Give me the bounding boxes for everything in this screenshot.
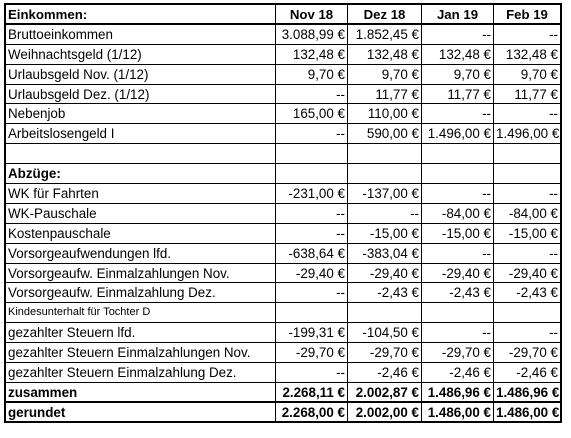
value-cell[interactable]: 9,70 € bbox=[276, 65, 348, 85]
value-cell[interactable]: 1.496,00 € bbox=[422, 124, 494, 144]
value-cell[interactable]: -2,46 € bbox=[348, 363, 422, 383]
value-cell[interactable] bbox=[494, 144, 562, 164]
value-cell[interactable]: -- bbox=[422, 323, 494, 343]
value-cell[interactable]: 132,48 € bbox=[494, 45, 562, 65]
row-label[interactable]: Vorsorgeaufw. Einmalzahlungen Nov. bbox=[6, 264, 276, 284]
column-header-month: Feb 19 bbox=[494, 5, 562, 25]
value-cell[interactable]: -29,40 € bbox=[494, 264, 562, 284]
value-cell[interactable]: -- bbox=[276, 224, 348, 244]
value-cell[interactable]: -- bbox=[276, 85, 348, 105]
value-cell[interactable]: -- bbox=[276, 363, 348, 383]
value-cell[interactable]: -29,40 € bbox=[422, 264, 494, 284]
value-cell[interactable]: -- bbox=[494, 184, 562, 204]
row-label[interactable]: Kostenpauschale bbox=[6, 224, 276, 244]
value-cell[interactable] bbox=[276, 144, 348, 164]
value-cell[interactable]: -- bbox=[276, 124, 348, 144]
row-label[interactable]: gezahlter Steuern Einmalzahlungen Nov. bbox=[6, 343, 276, 363]
value-cell[interactable]: 132,48 € bbox=[276, 45, 348, 65]
value-cell[interactable]: 9,70 € bbox=[494, 65, 562, 85]
value-cell[interactable]: -2,43 € bbox=[494, 283, 562, 303]
value-cell[interactable]: -199,31 € bbox=[276, 323, 348, 343]
value-cell[interactable]: -- bbox=[494, 104, 562, 124]
value-cell[interactable]: -2,46 € bbox=[494, 363, 562, 383]
value-cell[interactable]: -- bbox=[494, 323, 562, 343]
value-cell[interactable] bbox=[276, 164, 348, 184]
value-cell[interactable] bbox=[494, 303, 562, 323]
total-value-cell[interactable]: 2.002,00 € bbox=[348, 403, 422, 423]
value-cell[interactable]: -- bbox=[422, 244, 494, 264]
value-cell[interactable]: -137,00 € bbox=[348, 184, 422, 204]
value-cell[interactable]: -15,00 € bbox=[348, 224, 422, 244]
row-label[interactable]: Nebenjob bbox=[6, 104, 276, 124]
row-label[interactable]: WK-Pauschale bbox=[6, 204, 276, 224]
value-cell[interactable]: -29,70 € bbox=[348, 343, 422, 363]
total-value-cell[interactable]: 1.486,00 € bbox=[494, 403, 562, 423]
row-label[interactable]: Arbeitslosengeld I bbox=[6, 124, 276, 144]
value-cell[interactable]: 1.496,00 € bbox=[494, 124, 562, 144]
value-cell[interactable]: -- bbox=[276, 204, 348, 224]
value-cell[interactable] bbox=[422, 144, 494, 164]
row-label[interactable]: Abzüge: bbox=[6, 164, 276, 184]
row-label[interactable]: Urlaubsgeld Dez. (1/12) bbox=[6, 85, 276, 105]
total-label[interactable]: zusammen bbox=[6, 383, 276, 403]
value-cell[interactable]: 132,48 € bbox=[422, 45, 494, 65]
row-label[interactable]: Kindesunterhalt für Tochter D bbox=[6, 303, 276, 323]
value-cell[interactable]: 1.852,45 € bbox=[348, 25, 422, 45]
value-cell[interactable]: -2,43 € bbox=[422, 283, 494, 303]
value-cell[interactable]: -15,00 € bbox=[494, 224, 562, 244]
value-cell[interactable]: -29,40 € bbox=[276, 264, 348, 284]
value-cell[interactable] bbox=[348, 144, 422, 164]
total-value-cell[interactable]: 1.486,96 € bbox=[422, 383, 494, 403]
row-label[interactable]: Urlaubsgeld Nov. (1/12) bbox=[6, 65, 276, 85]
total-value-cell[interactable]: 2.002,87 € bbox=[348, 383, 422, 403]
total-label[interactable]: gerundet bbox=[6, 403, 276, 423]
value-cell[interactable]: 165,00 € bbox=[276, 104, 348, 124]
row-label[interactable]: WK für Fahrten bbox=[6, 184, 276, 204]
value-cell[interactable]: -29,70 € bbox=[276, 343, 348, 363]
value-cell[interactable]: -- bbox=[348, 204, 422, 224]
total-value-cell[interactable]: 1.486,00 € bbox=[422, 403, 494, 423]
column-header-month: Nov 18 bbox=[276, 5, 348, 25]
value-cell[interactable]: -29,70 € bbox=[494, 343, 562, 363]
value-cell[interactable]: 3.088,99 € bbox=[276, 25, 348, 45]
total-value-cell[interactable]: 2.268,00 € bbox=[276, 403, 348, 423]
value-cell[interactable]: 9,70 € bbox=[422, 65, 494, 85]
value-cell[interactable]: -29,70 € bbox=[422, 343, 494, 363]
value-cell[interactable]: -15,00 € bbox=[422, 224, 494, 244]
value-cell[interactable] bbox=[494, 164, 562, 184]
row-label[interactable]: Vorsorgeaufw. Einmalzahlung Dez. bbox=[6, 283, 276, 303]
column-header-label: Einkommen: bbox=[6, 5, 276, 25]
value-cell[interactable]: 11,77 € bbox=[422, 85, 494, 105]
value-cell[interactable]: -- bbox=[422, 25, 494, 45]
column-header-month: Dez 18 bbox=[348, 5, 422, 25]
row-label[interactable] bbox=[6, 144, 276, 164]
row-label[interactable]: gezahlter Steuern Einmalzahlung Dez. bbox=[6, 363, 276, 383]
value-cell[interactable]: -29,40 € bbox=[348, 264, 422, 284]
value-cell[interactable]: -84,00 € bbox=[422, 204, 494, 224]
value-cell[interactable] bbox=[348, 303, 422, 323]
value-cell[interactable]: 11,77 € bbox=[348, 85, 422, 105]
value-cell[interactable]: -383,04 € bbox=[348, 244, 422, 264]
value-cell[interactable] bbox=[276, 303, 348, 323]
value-cell[interactable]: -- bbox=[494, 25, 562, 45]
value-cell[interactable]: -- bbox=[422, 104, 494, 124]
row-label[interactable]: gezahlter Steuern lfd. bbox=[6, 323, 276, 343]
row-label[interactable]: Bruttoeinkommen bbox=[6, 25, 276, 45]
total-value-cell[interactable]: 1.486,96 € bbox=[494, 383, 562, 403]
value-cell[interactable]: -- bbox=[422, 184, 494, 204]
value-cell[interactable]: -231,00 € bbox=[276, 184, 348, 204]
value-cell[interactable]: -2,46 € bbox=[422, 363, 494, 383]
row-label[interactable]: Vorsorgeaufwendungen lfd. bbox=[6, 244, 276, 264]
value-cell[interactable]: -84,00 € bbox=[494, 204, 562, 224]
value-cell[interactable]: 132,48 € bbox=[348, 45, 422, 65]
value-cell[interactable]: -104,50 € bbox=[348, 323, 422, 343]
value-cell[interactable]: -- bbox=[494, 244, 562, 264]
row-label[interactable]: Weihnachtsgeld (1/12) bbox=[6, 45, 276, 65]
spreadsheet-table bbox=[4, 3, 562, 423]
total-value-cell[interactable]: 2.268,11 € bbox=[276, 383, 348, 403]
column-header-month: Jan 19 bbox=[422, 5, 494, 25]
value-cell[interactable]: 11,77 € bbox=[494, 85, 562, 105]
value-cell[interactable]: -- bbox=[276, 283, 348, 303]
value-cell[interactable]: -638,64 € bbox=[276, 244, 348, 264]
value-cell[interactable]: 590,00 € bbox=[348, 124, 422, 144]
value-cell[interactable]: -2,43 € bbox=[348, 283, 422, 303]
value-cell[interactable]: 9,70 € bbox=[348, 65, 422, 85]
value-cell[interactable]: 110,00 € bbox=[348, 104, 422, 124]
value-cell[interactable] bbox=[348, 164, 422, 184]
value-cell[interactable] bbox=[422, 164, 494, 184]
value-cell[interactable] bbox=[422, 303, 494, 323]
